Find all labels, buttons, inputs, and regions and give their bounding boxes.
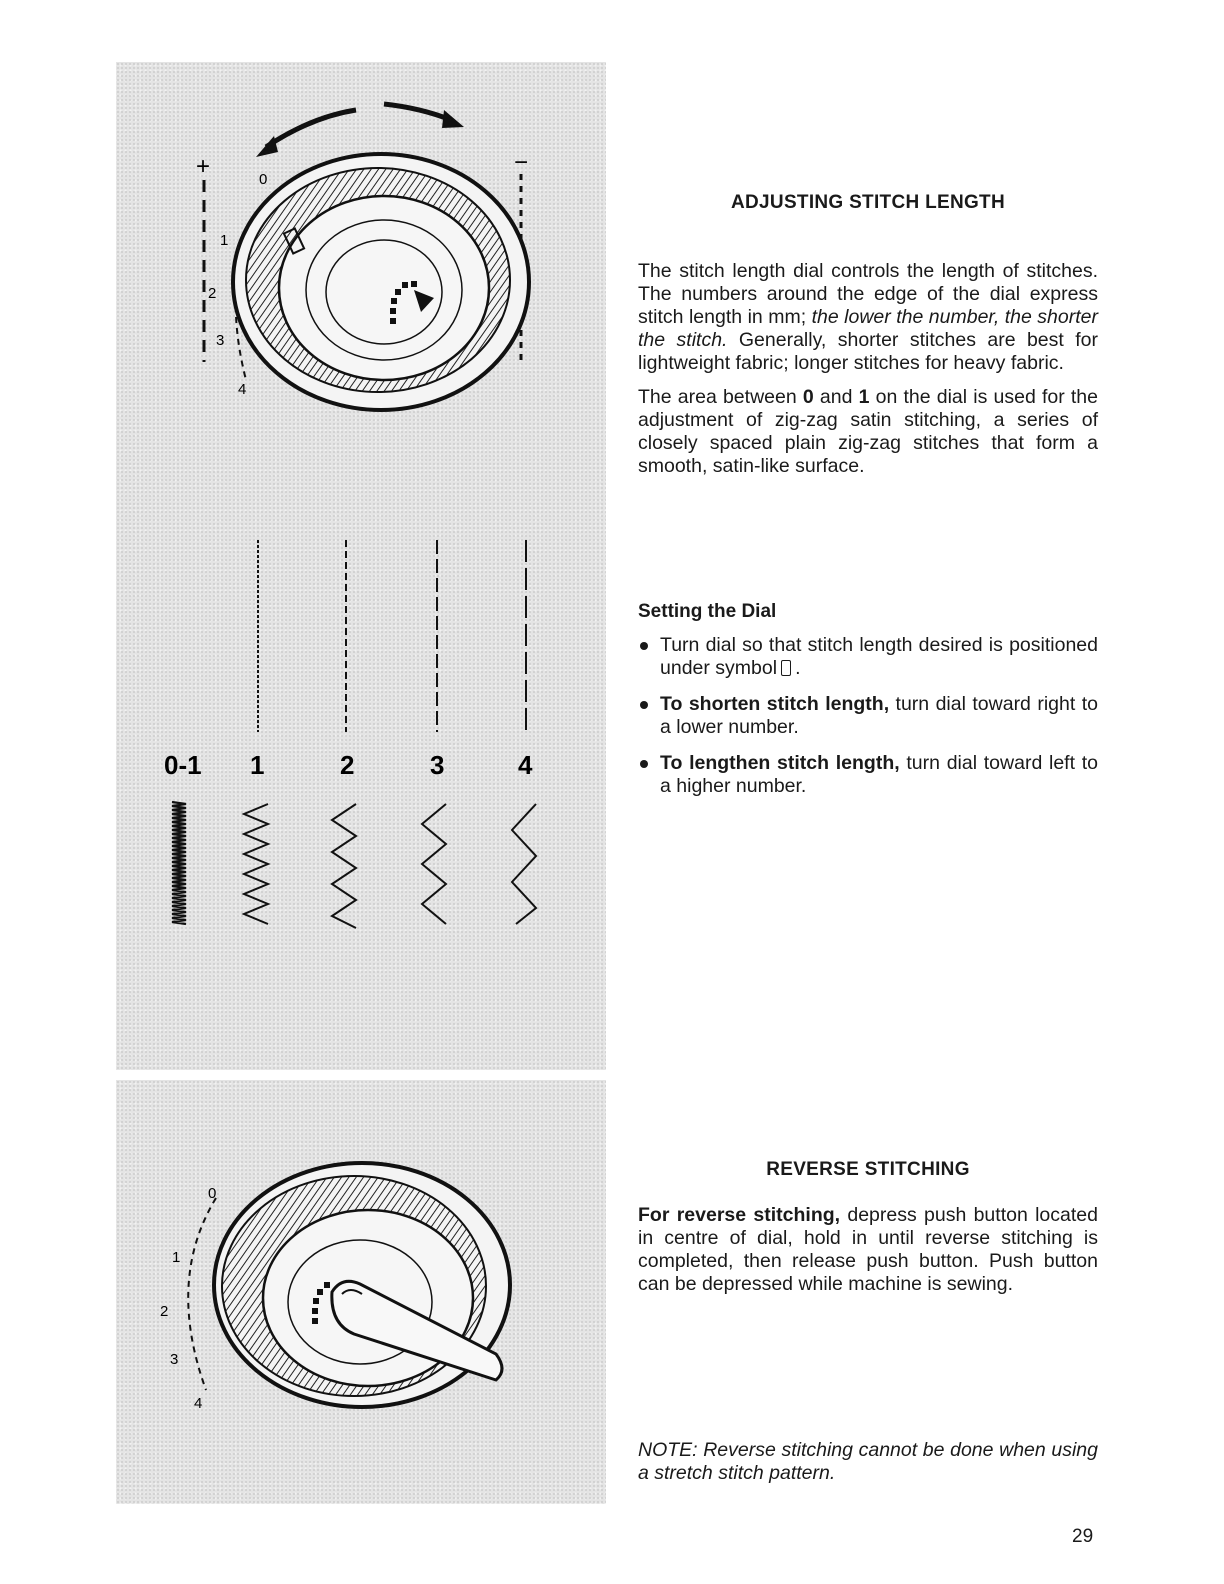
subsection-title: Setting the Dial [638,601,777,622]
zigzag-sample-1 [244,804,268,924]
text-run: turn dial toward left to a higher number. [660,752,1098,797]
text-run: depress push button located in centre of dial, hold in until reverse stitching is completed, then release push button. Push button can be depressed while machine is sewing. [638,1204,1098,1295]
section-title: ADJUSTING STITCH LENGTH [731,192,1005,213]
text-run-bold: 0 [802,386,814,408]
adjusting-stitch-length-section [638,191,1098,214]
list-item [638,752,1098,798]
satin-zigzag-sample [172,802,186,924]
stitch-setting-label: 0-1 [164,750,202,780]
dial-scale-label: 3 [216,332,225,349]
rotate-right-arrowhead [442,110,464,128]
reverse-stitch-illustration [116,1080,606,1504]
setting-the-dial-section [638,600,1098,811]
dial-marker-icon [781,660,791,676]
rotate-right-arrow [384,104,451,120]
stitch-length-diagram [116,62,606,1070]
stitch-setting-label: 2 [340,750,355,780]
reverse-stitching-body [638,1204,1098,1296]
dial-scale-label: 4 [238,381,247,398]
text-run: Turn dial so that stitch length desired is positioned under symbol [660,634,1098,679]
note-text: NOTE: Reverse stitching cannot be done when using a stretch stitch pattern. [638,1439,1098,1484]
straight-stitch-samples [258,540,526,732]
list-item [638,634,1098,680]
zigzag-sample-3 [422,804,446,924]
text-run: The area between [638,386,803,408]
note [638,1439,1098,1485]
section-title: REVERSE STITCHING [766,1159,970,1180]
dial-scale-label: 0 [259,171,268,188]
stitch-length-dial [233,154,529,410]
stitch-length-illustration [116,62,606,1070]
dial-scale-label: 0 [208,1185,217,1202]
paragraph [638,386,1098,478]
rotate-left-arrow [266,110,356,147]
dial-scale-label: 4 [194,1395,203,1412]
text-run-bold: For reverse stitching, [638,1204,841,1226]
list-item [638,693,1098,739]
reverse-button-diagram [116,1080,606,1504]
text-run: The stitch length dial controls the length of stitches. The numbers around the edge of the dial express stitch length in mm; [638,260,1098,328]
text-run: turn dial toward right to a lower number. [660,693,1098,738]
rotate-left-arrowhead [256,136,278,157]
text-run-bold: To shorten stitch length, [660,693,890,715]
text-run-bold: To lengthen stitch length, [660,752,900,774]
text-run-bold: 1 [858,386,870,408]
dial-scale-label: 2 [208,285,217,302]
stitch-setting-label: 1 [250,750,265,780]
dial-scale-label: 1 [172,1249,181,1266]
text-run: . [795,657,801,679]
text-run: and [813,386,859,408]
zigzag-sample-2 [332,804,356,928]
stitch-setting-label: 3 [430,750,445,780]
instruction-list [638,634,1098,798]
text-run: Generally, shorter stitches are best for lightweight fabric; longer stitches for heavy fabric. [638,329,1098,374]
text-run-italic: the lower the number, the shorter the stitch. [638,306,1098,351]
text-run: on the dial is used for the adjustment of zig-zag satin stitching, a series of closely spaced plain zig-zag stitches that form a smooth, satin-like surface. [638,386,1099,477]
stitch-setting-label: 4 [518,750,533,780]
minus-sign: − [514,149,529,176]
dial-scale-label: 3 [170,1351,179,1368]
dial-scale-label: 1 [220,232,229,249]
dial-scale-arc [188,1198,216,1390]
zigzag-sample-4 [512,804,536,924]
page-number: 29 [1072,1526,1094,1547]
paragraph [638,1204,1098,1296]
reverse-stitching-section [638,1158,1098,1181]
dial-scale-label: 2 [160,1303,169,1320]
adjusting-stitch-length-body [638,260,1098,478]
plus-sign: + [196,153,211,180]
paragraph [638,260,1098,375]
